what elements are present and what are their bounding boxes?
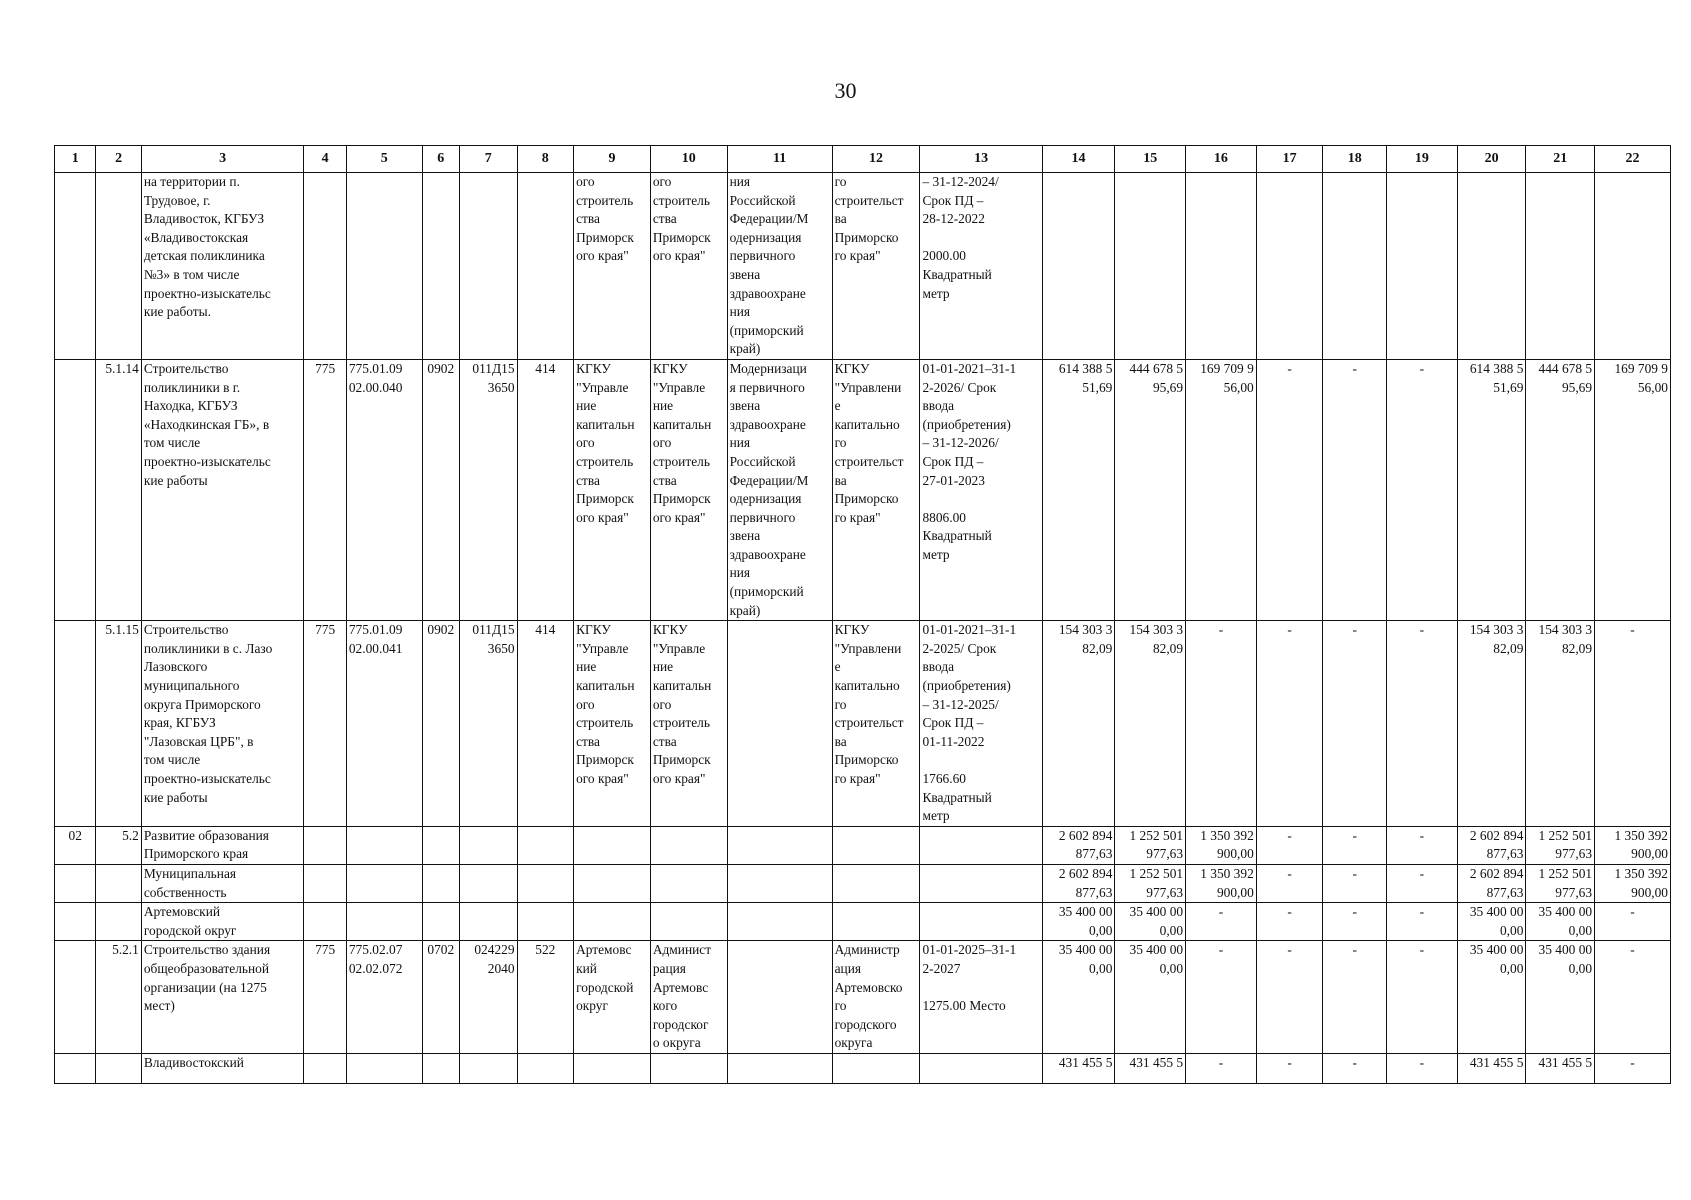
table-cell-col-16 (1186, 173, 1257, 360)
table-cell-col-6: 0902 (422, 359, 459, 620)
table-cell-col-3: Строительство здания общеобразовательной организации (на 1275 мест) (141, 941, 304, 1054)
table-cell-col-15: 1 252 501 977,63 (1115, 864, 1186, 902)
table-cell-col-1 (55, 1053, 96, 1083)
table-cell-col-21: 444 678 5 95,69 (1526, 359, 1595, 620)
column-header-6: 6 (422, 146, 459, 173)
column-header-13: 13 (920, 146, 1042, 173)
table-cell-col-13 (920, 864, 1042, 902)
table-cell-col-19: - (1387, 359, 1458, 620)
table-cell-col-6: 0902 (422, 621, 459, 827)
table-cell-col-22: 169 709 9 56,00 (1595, 359, 1671, 620)
table-cell-col-19: - (1387, 941, 1458, 1054)
table-cell-col-13: 01-01-2021–31-1 2-2026/ Срок ввода (приобретения) – 31-12-2026/ Срок ПД – 27-01-2023 8806.00 Квадратный метр (920, 359, 1042, 620)
table-row (55, 826, 1671, 864)
table-cell-col-17: - (1256, 1053, 1323, 1083)
table-cell-col-2: 5.2 (96, 826, 141, 864)
table-cell-col-13 (920, 903, 1042, 941)
table-row (55, 1053, 1671, 1083)
table-row (55, 941, 1671, 1054)
table-cell-col-6 (422, 903, 459, 941)
table-cell-col-9: КГКУ "Управле ние капитальн ого строитель ства Приморск ого края" (574, 621, 651, 827)
column-header-5: 5 (346, 146, 422, 173)
table-cell-col-2 (96, 864, 141, 902)
table-cell-col-13: 01-01-2021–31-1 2-2025/ Срок ввода (приобретения) – 31-12-2025/ Срок ПД – 01-11-2022 1766.60 Квадратный метр (920, 621, 1042, 827)
table-cell-col-20: 614 388 5 51,69 (1457, 359, 1526, 620)
column-header-2: 2 (96, 146, 141, 173)
table-cell-col-18: - (1323, 903, 1387, 941)
column-header-21: 21 (1526, 146, 1595, 173)
table-cell-col-11: ния Российской Федерации/М одернизация первичного звена здравоохране ния (приморский край) (727, 173, 832, 360)
table-cell-col-4: 775 (304, 621, 346, 827)
table-cell-col-4 (304, 173, 346, 360)
column-header-1: 1 (55, 146, 96, 173)
column-header-17: 17 (1256, 146, 1323, 173)
table-cell-col-13: – 31-12-2024/ Срок ПД – 28-12-2022 2000.00 Квадратный метр (920, 173, 1042, 360)
header-row (55, 146, 1671, 173)
column-header-15: 15 (1115, 146, 1186, 173)
column-header-10: 10 (650, 146, 727, 173)
table-cell-col-10: КГКУ "Управле ние капитальн ого строитель ства Приморск ого края" (650, 359, 727, 620)
table-cell-col-1 (55, 941, 96, 1054)
table-cell-col-8 (517, 903, 574, 941)
table-cell-col-7: 024229 2040 (459, 941, 517, 1054)
table-cell-col-7 (459, 903, 517, 941)
table-cell-col-4 (304, 826, 346, 864)
table-cell-col-20: 35 400 00 0,00 (1457, 941, 1526, 1054)
table-cell-col-4 (304, 1053, 346, 1083)
table-cell-col-9 (574, 864, 651, 902)
table-cell-col-21: 154 303 3 82,09 (1526, 621, 1595, 827)
table-cell-col-5 (346, 903, 422, 941)
table-cell-col-9 (574, 826, 651, 864)
table-cell-col-5: 775.01.09 02.00.040 (346, 359, 422, 620)
table-cell-col-1: 02 (55, 826, 96, 864)
table-cell-col-14 (1042, 173, 1115, 360)
table-cell-col-12 (832, 1053, 920, 1083)
column-header-9: 9 (574, 146, 651, 173)
table-cell-col-18 (1323, 173, 1387, 360)
table-cell-col-3: Муниципальная собственность (141, 864, 304, 902)
table-cell-col-4 (304, 903, 346, 941)
table-cell-col-15: 35 400 00 0,00 (1115, 903, 1186, 941)
table-cell-col-10 (650, 1053, 727, 1083)
table-cell-col-10 (650, 864, 727, 902)
table-cell-col-19: - (1387, 826, 1458, 864)
table-cell-col-2 (96, 903, 141, 941)
table-cell-col-6 (422, 864, 459, 902)
table-cell-col-6: 0702 (422, 941, 459, 1054)
table-cell-col-15: 35 400 00 0,00 (1115, 941, 1186, 1054)
table-cell-col-2 (96, 1053, 141, 1083)
table-cell-col-5 (346, 173, 422, 360)
table-cell-col-11: Модернизаци я первичного звена здравоохране ния Российской Федерации/М одернизация первичного звена здравоохране ния (приморский край) (727, 359, 832, 620)
column-header-14: 14 (1042, 146, 1115, 173)
table-cell-col-3: Владивостокский (141, 1053, 304, 1083)
table-cell-col-20: 2 602 894 877,63 (1457, 864, 1526, 902)
table-cell-col-8 (517, 864, 574, 902)
table-cell-col-1 (55, 173, 96, 360)
table-cell-col-17: - (1256, 941, 1323, 1054)
table-cell-col-8 (517, 1053, 574, 1083)
table-cell-col-5 (346, 864, 422, 902)
table-cell-col-5 (346, 826, 422, 864)
table-cell-col-10 (650, 826, 727, 864)
table-cell-col-7 (459, 1053, 517, 1083)
table-cell-col-14: 154 303 3 82,09 (1042, 621, 1115, 827)
table-cell-col-10: КГКУ "Управле ние капитальн ого строитель ства Приморск ого края" (650, 621, 727, 827)
table-cell-col-14: 2 602 894 877,63 (1042, 864, 1115, 902)
table-cell-col-22: - (1595, 1053, 1671, 1083)
table-cell-col-4: 775 (304, 359, 346, 620)
table-cell-col-21: 1 252 501 977,63 (1526, 864, 1595, 902)
column-header-22: 22 (1595, 146, 1671, 173)
table-cell-col-5 (346, 1053, 422, 1083)
table-cell-col-11 (727, 1053, 832, 1083)
table-cell-col-8 (517, 826, 574, 864)
table-cell-col-8: 414 (517, 621, 574, 827)
table-cell-col-22: 1 350 392 900,00 (1595, 864, 1671, 902)
column-header-18: 18 (1323, 146, 1387, 173)
table-cell-col-9 (574, 903, 651, 941)
table-cell-col-9 (574, 1053, 651, 1083)
column-header-4: 4 (304, 146, 346, 173)
table-body (55, 173, 1671, 1084)
table-cell-col-13: 01-01-2025–31-1 2-2027 1275.00 Место (920, 941, 1042, 1054)
table-cell-col-17: - (1256, 621, 1323, 827)
table-cell-col-18: - (1323, 826, 1387, 864)
table-cell-col-7 (459, 864, 517, 902)
table-cell-col-22: - (1595, 941, 1671, 1054)
table-cell-col-19: - (1387, 864, 1458, 902)
table-cell-col-7: 011Д15 3650 (459, 359, 517, 620)
table-cell-col-13 (920, 1053, 1042, 1083)
table-cell-col-14: 35 400 00 0,00 (1042, 903, 1115, 941)
table-cell-col-22: - (1595, 621, 1671, 827)
table-cell-col-10: ого строитель ства Приморск ого края" (650, 173, 727, 360)
column-header-3: 3 (141, 146, 304, 173)
table-cell-col-15: 154 303 3 82,09 (1115, 621, 1186, 827)
table-cell-col-15: 431 455 5 (1115, 1053, 1186, 1083)
table-cell-col-19: - (1387, 1053, 1458, 1083)
table-cell-col-17: - (1256, 864, 1323, 902)
table-cell-col-21: 35 400 00 0,00 (1526, 903, 1595, 941)
table-cell-col-2: 5.1.15 (96, 621, 141, 827)
table-cell-col-14: 2 602 894 877,63 (1042, 826, 1115, 864)
table-cell-col-22: 1 350 392 900,00 (1595, 826, 1671, 864)
table-cell-col-8: 522 (517, 941, 574, 1054)
table-cell-col-3: Развитие образования Приморского края (141, 826, 304, 864)
table-cell-col-17: - (1256, 826, 1323, 864)
table-cell-col-12 (832, 903, 920, 941)
table-row (55, 359, 1671, 620)
table-cell-col-4 (304, 864, 346, 902)
table-cell-col-21 (1526, 173, 1595, 360)
table-cell-col-19 (1387, 173, 1458, 360)
table-cell-col-16: 1 350 392 900,00 (1186, 864, 1257, 902)
table-cell-col-14: 614 388 5 51,69 (1042, 359, 1115, 620)
table-cell-col-17: - (1256, 903, 1323, 941)
table-cell-col-15: 444 678 5 95,69 (1115, 359, 1186, 620)
table-cell-col-18: - (1323, 1053, 1387, 1083)
table-cell-col-7 (459, 173, 517, 360)
table-cell-col-21: 35 400 00 0,00 (1526, 941, 1595, 1054)
table-cell-col-3: на территории п. Трудовое, г. Владивосток, КГБУЗ «Владивостокская детская поликлиника №3» в том числе проектно-изыскательс кие работы. (141, 173, 304, 360)
table-cell-col-5: 775.02.07 02.02.072 (346, 941, 422, 1054)
column-header-16: 16 (1186, 146, 1257, 173)
table-cell-col-18: - (1323, 941, 1387, 1054)
table-cell-col-16: - (1186, 621, 1257, 827)
table-cell-col-19: - (1387, 903, 1458, 941)
table-cell-col-20: 35 400 00 0,00 (1457, 903, 1526, 941)
table-cell-col-14: 35 400 00 0,00 (1042, 941, 1115, 1054)
table-cell-col-12: КГКУ "Управлени е капитально го строительст ва Приморско го края" (832, 359, 920, 620)
table-cell-col-11 (727, 864, 832, 902)
table-cell-col-22: - (1595, 903, 1671, 941)
column-header-11: 11 (727, 146, 832, 173)
table-cell-col-16: 169 709 9 56,00 (1186, 359, 1257, 620)
table-cell-col-12: КГКУ "Управлени е капитально го строительст ва Приморско го края" (832, 621, 920, 827)
table-cell-col-12 (832, 864, 920, 902)
table-cell-col-18: - (1323, 864, 1387, 902)
table-cell-col-1 (55, 621, 96, 827)
table-cell-col-13 (920, 826, 1042, 864)
table-cell-col-20: 2 602 894 877,63 (1457, 826, 1526, 864)
table-cell-col-20: 431 455 5 (1457, 1053, 1526, 1083)
table-cell-col-21: 1 252 501 977,63 (1526, 826, 1595, 864)
table-cell-col-16: - (1186, 941, 1257, 1054)
table-cell-col-17: - (1256, 359, 1323, 620)
table-cell-col-16: 1 350 392 900,00 (1186, 826, 1257, 864)
budget-table (54, 145, 1671, 1084)
table-cell-col-16: - (1186, 903, 1257, 941)
table-cell-col-11 (727, 941, 832, 1054)
table-cell-col-6 (422, 173, 459, 360)
table-cell-col-12: го строительст ва Приморско го края" (832, 173, 920, 360)
table-cell-col-15 (1115, 173, 1186, 360)
table-cell-col-15: 1 252 501 977,63 (1115, 826, 1186, 864)
table-cell-col-16: - (1186, 1053, 1257, 1083)
table-cell-col-3: Строительство поликлиники в г. Находка, КГБУЗ «Находкинская ГБ», в том числе проектно-изыскательс кие работы (141, 359, 304, 620)
table-cell-col-11 (727, 621, 832, 827)
table-cell-col-9: Артемовс кий городской округ (574, 941, 651, 1054)
table-cell-col-7 (459, 826, 517, 864)
table-cell-col-19: - (1387, 621, 1458, 827)
table-cell-col-5: 775.01.09 02.00.041 (346, 621, 422, 827)
column-header-12: 12 (832, 146, 920, 173)
table-cell-col-7: 011Д15 3650 (459, 621, 517, 827)
table-cell-col-12 (832, 826, 920, 864)
table-cell-col-8 (517, 173, 574, 360)
table-cell-col-14: 431 455 5 (1042, 1053, 1115, 1083)
table-cell-col-6 (422, 826, 459, 864)
table-cell-col-3: Строительство поликлиники в с. Лазо Лазовского муниципального округа Приморского края, КГБУЗ "Лазовская ЦРБ", в том числе проектно-изыскательс кие работы (141, 621, 304, 827)
table-cell-col-20 (1457, 173, 1526, 360)
table-cell-col-9: КГКУ "Управле ние капитальн ого строитель ства Приморск ого края" (574, 359, 651, 620)
table-cell-col-20: 154 303 3 82,09 (1457, 621, 1526, 827)
table-cell-col-22 (1595, 173, 1671, 360)
table-cell-col-8: 414 (517, 359, 574, 620)
table-cell-col-1 (55, 359, 96, 620)
table-cell-col-18: - (1323, 359, 1387, 620)
table-cell-col-11 (727, 826, 832, 864)
table-cell-col-2: 5.1.14 (96, 359, 141, 620)
table-cell-col-18: - (1323, 621, 1387, 827)
table-row (55, 173, 1671, 360)
column-header-8: 8 (517, 146, 574, 173)
table-cell-col-11 (727, 903, 832, 941)
table-cell-col-6 (422, 1053, 459, 1083)
page-number: 30 (834, 78, 857, 103)
table-cell-col-17 (1256, 173, 1323, 360)
table-cell-col-10 (650, 903, 727, 941)
table-row (55, 621, 1671, 827)
table-cell-col-1 (55, 864, 96, 902)
table-cell-col-1 (55, 903, 96, 941)
column-header-20: 20 (1457, 146, 1526, 173)
table-cell-col-4: 775 (304, 941, 346, 1054)
column-header-7: 7 (459, 146, 517, 173)
table-cell-col-9: ого строитель ства Приморск ого края" (574, 173, 651, 360)
table-row (55, 903, 1671, 941)
table-cell-col-12: Администр ация Артемовско го городского округа (832, 941, 920, 1054)
table-cell-col-3: Артемовский городской округ (141, 903, 304, 941)
table-cell-col-2 (96, 173, 141, 360)
table-cell-col-2: 5.2.1 (96, 941, 141, 1054)
table-row (55, 864, 1671, 902)
table-cell-col-10: Админист рация Артемовс кого городског о округа (650, 941, 727, 1054)
table-cell-col-21: 431 455 5 (1526, 1053, 1595, 1083)
column-header-19: 19 (1387, 146, 1458, 173)
